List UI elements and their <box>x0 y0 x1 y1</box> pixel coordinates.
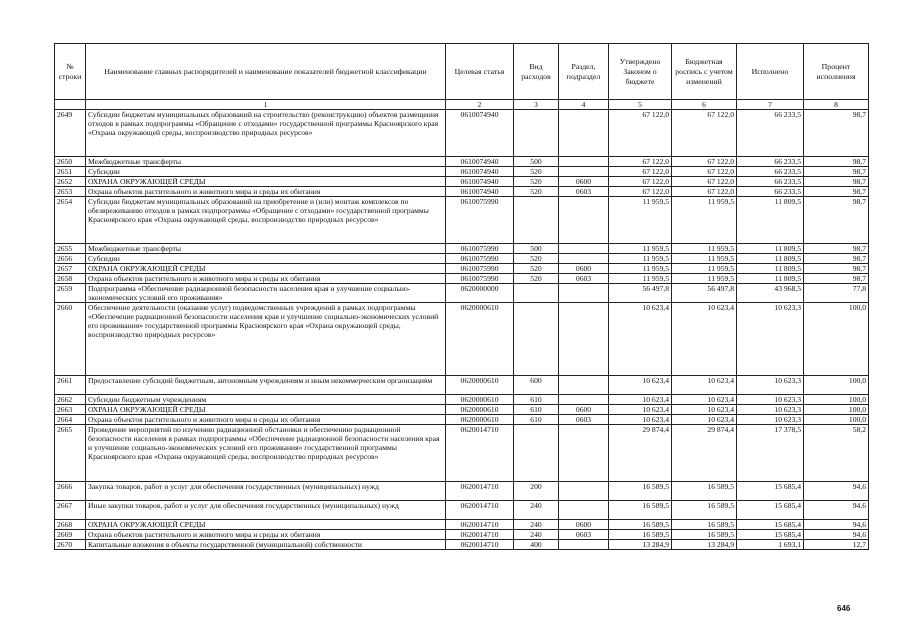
row-executed: 10 623,3 <box>737 376 804 395</box>
row-percent: 100,0 <box>804 405 869 415</box>
row-section <box>559 197 609 244</box>
row-type: 500 <box>514 157 559 167</box>
row-number: 2655 <box>55 244 86 254</box>
row-type <box>514 110 559 157</box>
row-name: Субсидии бюджетам муниципальных образований на приобретение и (или) монтаж комплексов по обезвреживанию отходов в рамках подпрограммы «Обращение с отходами» государственной программы Красноярского края «Охрана окружающей среды, воспроизводство природных ресурсов» <box>86 197 446 244</box>
col-number: 8 <box>804 100 869 110</box>
row-section <box>559 284 609 303</box>
row-name: ОХРАНА ОКРУЖАЮЩЕЙ СРЕДЫ <box>86 520 446 530</box>
header-target: Целевая статья <box>446 44 514 100</box>
row-approved: 11 959,5 <box>609 197 672 244</box>
row-type <box>514 425 559 482</box>
row-name: Подпрограмма «Обеспечение радиационной безопасности населения края и улучшение социально-экономических условий его проживания» <box>86 284 446 303</box>
row-schedule: 67 122,0 <box>672 167 737 177</box>
row-approved: 29 874,4 <box>609 425 672 482</box>
table-row <box>55 284 869 303</box>
row-section: 0603 <box>559 530 609 540</box>
row-approved: 67 122,0 <box>609 187 672 197</box>
row-percent: 98,7 <box>804 187 869 197</box>
row-type: 520 <box>514 187 559 197</box>
row-target: 0610074940 <box>446 157 514 167</box>
row-executed: 15 685,4 <box>737 501 804 520</box>
table-row <box>55 187 869 197</box>
row-approved: 16 589,5 <box>609 482 672 501</box>
row-type: 600 <box>514 376 559 395</box>
row-schedule: 11 959,5 <box>672 244 737 254</box>
row-section <box>559 303 609 376</box>
row-name: Субсидии <box>86 254 446 264</box>
row-type <box>514 303 559 376</box>
row-number: 2667 <box>55 501 86 520</box>
row-percent: 100,0 <box>804 415 869 425</box>
row-percent: 98,7 <box>804 110 869 157</box>
row-target: 0610074940 <box>446 177 514 187</box>
row-target: 0610075990 <box>446 254 514 264</box>
row-executed: 66 233,5 <box>737 177 804 187</box>
row-section: 0600 <box>559 264 609 274</box>
row-target: 0610075990 <box>446 274 514 284</box>
row-section: 0600 <box>559 520 609 530</box>
row-type: 200 <box>514 482 559 501</box>
row-schedule: 10 623,4 <box>672 303 737 376</box>
table-row <box>55 376 869 395</box>
row-section <box>559 482 609 501</box>
row-section <box>559 376 609 395</box>
row-section: 0600 <box>559 177 609 187</box>
table-row <box>55 254 869 264</box>
row-number: 2663 <box>55 405 86 415</box>
row-schedule: 11 959,5 <box>672 197 737 244</box>
row-number: 2659 <box>55 284 86 303</box>
header-row-no: № строки <box>55 44 86 100</box>
table-row <box>55 405 869 415</box>
row-section: 0600 <box>559 405 609 415</box>
table-row <box>55 501 869 520</box>
table-row <box>55 157 869 167</box>
row-type: 240 <box>514 520 559 530</box>
row-schedule: 67 122,0 <box>672 177 737 187</box>
row-name: ОХРАНА ОКРУЖАЮЩЕЙ СРЕДЫ <box>86 177 446 187</box>
row-schedule: 13 284,9 <box>672 540 737 550</box>
budget-table <box>54 43 869 550</box>
table-row <box>55 520 869 530</box>
row-number: 2668 <box>55 520 86 530</box>
table-row <box>55 110 869 157</box>
row-schedule: 56 497,8 <box>672 284 737 303</box>
row-section <box>559 244 609 254</box>
row-type: 240 <box>514 530 559 540</box>
row-section <box>559 395 609 405</box>
row-target: 0620014710 <box>446 425 514 482</box>
row-executed: 10 623,3 <box>737 395 804 405</box>
row-type: 520 <box>514 254 559 264</box>
row-approved: 16 589,5 <box>609 530 672 540</box>
row-number: 2657 <box>55 264 86 274</box>
header-type: Вид расходов <box>514 44 559 100</box>
row-target: 0620000610 <box>446 376 514 395</box>
row-name: Субсидии бюджетным учреждениям <box>86 395 446 405</box>
row-type: 400 <box>514 540 559 550</box>
row-executed: 10 623,3 <box>737 405 804 415</box>
row-executed: 11 809,5 <box>737 254 804 264</box>
row-approved: 10 623,4 <box>609 303 672 376</box>
row-section: 0603 <box>559 187 609 197</box>
row-number: 2670 <box>55 540 86 550</box>
row-name: Межбюджетные трансферты <box>86 157 446 167</box>
row-executed: 66 233,5 <box>737 110 804 157</box>
row-percent: 94,6 <box>804 530 869 540</box>
row-section <box>559 501 609 520</box>
row-schedule: 16 589,5 <box>672 520 737 530</box>
column-number-row <box>55 100 869 110</box>
row-type: 610 <box>514 405 559 415</box>
row-target: 0610074940 <box>446 167 514 177</box>
col-number: 5 <box>609 100 672 110</box>
row-approved: 11 959,5 <box>609 254 672 264</box>
row-schedule: 16 589,5 <box>672 530 737 540</box>
row-section: 0603 <box>559 415 609 425</box>
row-percent: 94,6 <box>804 482 869 501</box>
row-section <box>559 254 609 264</box>
row-number: 2650 <box>55 157 86 167</box>
row-target: 0610075990 <box>446 197 514 244</box>
row-name: Охрана объектов растительного и животного мира и среды их обитания <box>86 187 446 197</box>
row-approved: 11 959,5 <box>609 264 672 274</box>
table-row <box>55 303 869 376</box>
row-percent: 98,7 <box>804 254 869 264</box>
row-target: 0620014710 <box>446 530 514 540</box>
row-name: Субсидии бюджетам муниципальных образований на строительство (реконструкцию) объектов размещения отходов в рамках подпрограммы «Обращение с отходами» государственной программы Красноярского края «Охрана окружающей среды, воспроизводство природных ресурсов» <box>86 110 446 157</box>
row-percent: 98,7 <box>804 177 869 187</box>
row-schedule: 11 959,5 <box>672 274 737 284</box>
table-row <box>55 244 869 254</box>
row-percent: 98,7 <box>804 274 869 284</box>
row-percent: 100,0 <box>804 376 869 395</box>
row-type: 520 <box>514 177 559 187</box>
row-executed: 10 623,3 <box>737 415 804 425</box>
row-name: Охрана объектов растительного и животного мира и среды их обитания <box>86 274 446 284</box>
row-number: 2662 <box>55 395 86 405</box>
col-number-blank <box>55 100 86 110</box>
header-name: Наименование главных распорядителей и наименование показателей бюджетной классификации <box>86 44 446 100</box>
row-section <box>559 110 609 157</box>
row-schedule: 10 623,4 <box>672 376 737 395</box>
row-number: 2656 <box>55 254 86 264</box>
row-target: 0620000610 <box>446 405 514 415</box>
row-executed: 11 809,5 <box>737 264 804 274</box>
row-percent: 98,7 <box>804 197 869 244</box>
row-approved: 67 122,0 <box>609 167 672 177</box>
row-approved: 10 623,4 <box>609 415 672 425</box>
row-name: Иные закупки товаров, работ и услуг для обеспечения государственных (муниципальных) нужд <box>86 501 446 520</box>
col-number: 6 <box>672 100 737 110</box>
row-target: 0620014710 <box>446 540 514 550</box>
row-name: ОХРАНА ОКРУЖАЮЩЕЙ СРЕДЫ <box>86 405 446 415</box>
table-row <box>55 425 869 482</box>
row-percent: 94,6 <box>804 501 869 520</box>
row-percent: 98,7 <box>804 264 869 274</box>
table-row <box>55 197 869 244</box>
row-number: 2649 <box>55 110 86 157</box>
row-number: 2660 <box>55 303 86 376</box>
row-executed: 43 968,5 <box>737 284 804 303</box>
row-target: 0610075990 <box>446 264 514 274</box>
col-number: 4 <box>559 100 609 110</box>
row-approved: 67 122,0 <box>609 157 672 167</box>
row-percent: 94,6 <box>804 520 869 530</box>
row-type: 520 <box>514 274 559 284</box>
row-executed: 1 693,1 <box>737 540 804 550</box>
row-section <box>559 425 609 482</box>
header-percent: Процент исполнения <box>804 44 869 100</box>
header-executed: Исполнено <box>737 44 804 100</box>
table-row <box>55 264 869 274</box>
col-number: 3 <box>514 100 559 110</box>
row-name: Охрана объектов растительного и животного мира и среды их обитания <box>86 415 446 425</box>
row-approved: 16 589,5 <box>609 520 672 530</box>
header-approved: Утверждено Законом о бюджете <box>609 44 672 100</box>
row-number: 2653 <box>55 187 86 197</box>
col-number: 7 <box>737 100 804 110</box>
col-number: 2 <box>446 100 514 110</box>
row-executed: 11 809,5 <box>737 197 804 244</box>
row-percent: 12,7 <box>804 540 869 550</box>
header-row <box>55 44 869 100</box>
row-schedule: 16 589,5 <box>672 501 737 520</box>
row-executed: 11 809,5 <box>737 244 804 254</box>
row-type <box>514 197 559 244</box>
table-row <box>55 540 869 550</box>
row-number: 2658 <box>55 274 86 284</box>
row-executed: 10 623,3 <box>737 303 804 376</box>
row-target: 0620000610 <box>446 415 514 425</box>
row-section <box>559 157 609 167</box>
row-number: 2665 <box>55 425 86 482</box>
row-approved: 10 623,4 <box>609 395 672 405</box>
row-percent: 98,7 <box>804 157 869 167</box>
row-target: 0620000610 <box>446 303 514 376</box>
row-percent: 100,0 <box>804 395 869 405</box>
row-approved: 56 497,8 <box>609 284 672 303</box>
row-section <box>559 540 609 550</box>
table-row <box>55 177 869 187</box>
row-type: 520 <box>514 167 559 177</box>
row-number: 2661 <box>55 376 86 395</box>
row-number: 2652 <box>55 177 86 187</box>
row-number: 2669 <box>55 530 86 540</box>
row-percent: 100,0 <box>804 303 869 376</box>
row-target: 0610075990 <box>446 244 514 254</box>
row-type: 500 <box>514 244 559 254</box>
row-name: Предоставление субсидий бюджетным, автономным учреждениям и иным некоммерческим организациям <box>86 376 446 395</box>
row-target: 0610074940 <box>446 110 514 157</box>
row-section: 0603 <box>559 274 609 284</box>
row-number: 2666 <box>55 482 86 501</box>
page-number: 646 <box>837 604 851 613</box>
row-name: Субсидии <box>86 167 446 177</box>
row-number: 2664 <box>55 415 86 425</box>
row-schedule: 67 122,0 <box>672 110 737 157</box>
row-percent: 98,7 <box>804 167 869 177</box>
row-number: 2654 <box>55 197 86 244</box>
row-target: 0620014710 <box>446 520 514 530</box>
row-name: Капитальные вложения в объекты государственной (муниципальной) собственности <box>86 540 446 550</box>
header-section: Раздел, подраздел <box>559 44 609 100</box>
table-row <box>55 167 869 177</box>
row-approved: 67 122,0 <box>609 177 672 187</box>
row-type: 240 <box>514 501 559 520</box>
row-schedule: 29 874,4 <box>672 425 737 482</box>
row-target: 0620000610 <box>446 395 514 405</box>
row-name: Обеспечение деятельности (оказание услуг) подведомственных учреждений в рамках подпрограммы «Обеспечение радиационной безопасности населения края и улучшение социально-экономических условий его проживания» государственной программы Красноярского края «Охрана окружающей среды, воспроизводство природных ресурсов» <box>86 303 446 376</box>
row-name: Проведение мероприятий по изучению радиационной обстановки и обеспечению радиационной безопасности населения в рамках подпрограммы «Обеспечение радиационной безопасности населения края и улучшение социально-экономических условий его проживания» государственной программы Красноярского края «Охрана окружающей среды, воспроизводство природных ресурсов» <box>86 425 446 482</box>
row-approved: 16 589,5 <box>609 501 672 520</box>
row-approved: 67 122,0 <box>609 110 672 157</box>
row-type: 610 <box>514 415 559 425</box>
row-approved: 10 623,4 <box>609 376 672 395</box>
row-schedule: 10 623,4 <box>672 405 737 415</box>
table-row <box>55 395 869 405</box>
row-approved: 11 959,5 <box>609 244 672 254</box>
header-schedule: Бюджетная роспись с учетом изменений <box>672 44 737 100</box>
row-name: Закупка товаров, работ и услуг для обеспечения государственных (муниципальных) нужд <box>86 482 446 501</box>
row-executed: 15 685,4 <box>737 482 804 501</box>
row-name: Межбюджетные трансферты <box>86 244 446 254</box>
row-executed: 15 685,4 <box>737 520 804 530</box>
row-executed: 66 233,5 <box>737 187 804 197</box>
row-target: 0620000000 <box>446 284 514 303</box>
row-percent: 98,7 <box>804 244 869 254</box>
row-schedule: 11 959,5 <box>672 254 737 264</box>
row-target: 0620014710 <box>446 482 514 501</box>
table-row <box>55 530 869 540</box>
row-name: ОХРАНА ОКРУЖАЮЩЕЙ СРЕДЫ <box>86 264 446 274</box>
row-executed: 11 809,5 <box>737 274 804 284</box>
row-approved: 10 623,4 <box>609 405 672 415</box>
row-type: 610 <box>514 395 559 405</box>
row-type <box>514 284 559 303</box>
row-schedule: 10 623,4 <box>672 415 737 425</box>
row-name: Охрана объектов растительного и животного мира и среды их обитания <box>86 530 446 540</box>
row-executed: 15 685,4 <box>737 530 804 540</box>
table-row <box>55 415 869 425</box>
row-approved: 11 959,5 <box>609 274 672 284</box>
col-number: 1 <box>86 100 446 110</box>
row-percent: 77,8 <box>804 284 869 303</box>
row-approved: 13 284,9 <box>609 540 672 550</box>
row-percent: 58,2 <box>804 425 869 482</box>
row-type: 520 <box>514 264 559 274</box>
row-schedule: 10 623,4 <box>672 395 737 405</box>
row-schedule: 67 122,0 <box>672 187 737 197</box>
table-row <box>55 274 869 284</box>
table-body <box>55 110 869 550</box>
row-section <box>559 167 609 177</box>
row-target: 0610074940 <box>446 187 514 197</box>
row-target: 0620014710 <box>446 501 514 520</box>
row-executed: 17 378,5 <box>737 425 804 482</box>
row-executed: 66 233,5 <box>737 167 804 177</box>
row-schedule: 11 959,5 <box>672 264 737 274</box>
table-row <box>55 482 869 501</box>
row-number: 2651 <box>55 167 86 177</box>
row-executed: 66 233,5 <box>737 157 804 167</box>
row-schedule: 16 589,5 <box>672 482 737 501</box>
row-schedule: 67 122,0 <box>672 157 737 167</box>
